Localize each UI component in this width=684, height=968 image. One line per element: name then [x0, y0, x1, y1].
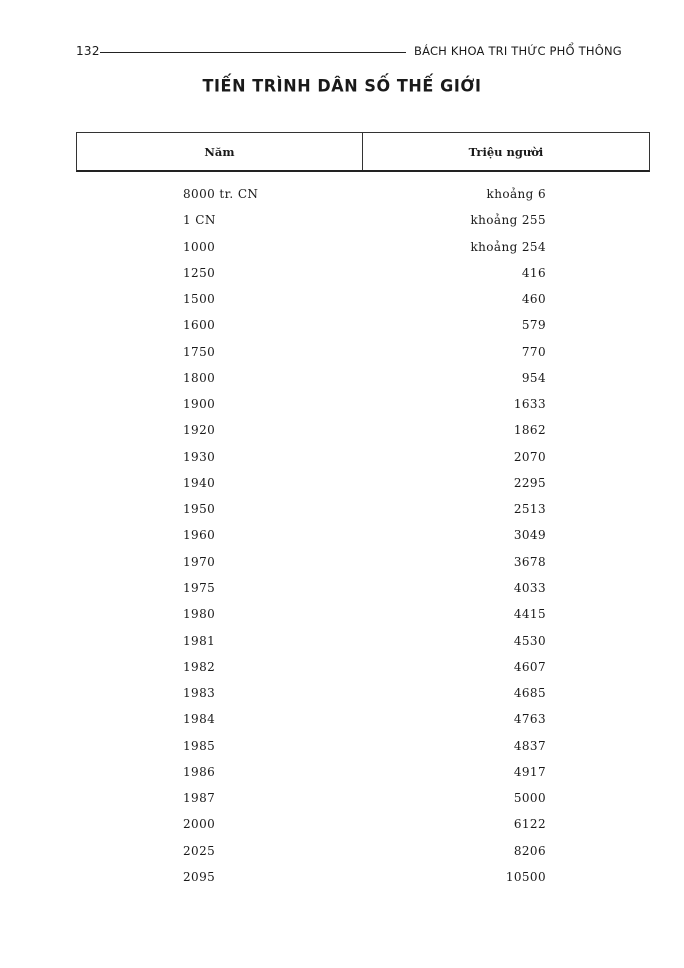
population-cell: 4837	[513, 738, 546, 753]
table-row	[0, 523, 684, 549]
year-cell: 1930	[183, 449, 216, 464]
table-row	[0, 655, 684, 681]
population-cell: 2295	[513, 475, 546, 490]
year-cell: 1250	[183, 265, 216, 280]
table-row	[0, 208, 684, 234]
year-cell: 1940	[183, 475, 216, 490]
running-head: BÁCH KHOA TRI THỨC PHỔ THÔNG	[414, 44, 622, 58]
table-row	[0, 865, 684, 891]
year-cell: 1900	[183, 397, 216, 412]
table-row	[0, 550, 684, 576]
table-row	[0, 287, 684, 313]
year-cell: 1983	[183, 686, 216, 701]
table-row	[0, 707, 684, 733]
table-row	[0, 182, 684, 208]
table-row	[0, 392, 684, 418]
year-cell: 1982	[183, 659, 216, 674]
population-cell: 5000	[513, 791, 546, 806]
table-row	[0, 340, 684, 366]
year-cell: 1986	[183, 764, 216, 779]
table-row	[0, 812, 684, 838]
table-row	[0, 418, 684, 444]
population-cell: 4685	[513, 686, 546, 701]
population-cell: 4530	[513, 633, 546, 648]
population-cell: 6122	[513, 817, 546, 832]
population-cell: 2070	[513, 449, 546, 464]
page-title: TIẾN TRÌNH DÂN SỐ THẾ GIỚI	[202, 75, 482, 96]
year-cell: 1981	[183, 633, 216, 648]
population-cell: 3049	[513, 528, 546, 543]
table-body	[0, 182, 684, 891]
year-cell: 1975	[183, 580, 216, 595]
year-cell: 1600	[183, 318, 216, 333]
year-cell: 1987	[183, 791, 216, 806]
column-header-population: Triệu người	[468, 144, 544, 159]
column-header-year: Năm	[77, 133, 363, 170]
population-cell: 416	[521, 265, 546, 280]
table-row	[0, 786, 684, 812]
year-cell: 1984	[183, 712, 216, 727]
year-cell: 8000 tr. CN	[183, 187, 259, 201]
table-row	[0, 576, 684, 602]
population-cell: 954	[521, 370, 546, 385]
table-row	[0, 445, 684, 471]
table-row	[0, 313, 684, 339]
year-cell: 1950	[183, 502, 216, 517]
population-cell: 4917	[513, 764, 546, 779]
year-cell: 1970	[183, 554, 216, 569]
year-cell: 1500	[183, 292, 216, 307]
population-cell: 2513	[513, 502, 546, 517]
table-row	[0, 261, 684, 287]
table-row	[0, 497, 684, 523]
table-row	[0, 629, 684, 655]
population-cell: khoảng 254	[470, 239, 546, 254]
population-cell: 4763	[513, 712, 546, 727]
population-cell: 3678	[513, 554, 546, 569]
table-row	[0, 235, 684, 261]
population-cell: 4033	[513, 580, 546, 595]
page-number: 132	[76, 44, 100, 58]
population-cell: khoảng 6	[486, 187, 546, 201]
population-cell: 1633	[513, 397, 546, 412]
population-cell: 4607	[513, 659, 546, 674]
year-cell: 2095	[183, 869, 216, 884]
year-cell: 1 CN	[183, 213, 216, 228]
table-row	[0, 760, 684, 786]
year-cell: 1800	[183, 370, 216, 385]
table-row	[0, 366, 684, 392]
year-cell: 1960	[183, 528, 216, 543]
table-row	[0, 471, 684, 497]
header-rule	[100, 52, 406, 53]
table-row	[0, 681, 684, 707]
table-row	[0, 839, 684, 865]
year-cell: 1920	[183, 423, 216, 438]
population-cell: khoảng 255	[470, 213, 546, 228]
population-cell: 579	[521, 318, 546, 333]
population-cell: 1862	[513, 423, 546, 438]
table-header	[76, 132, 650, 172]
population-cell: 8206	[513, 843, 546, 858]
table-row	[0, 602, 684, 628]
year-cell: 1750	[183, 344, 216, 359]
population-cell: 460	[521, 292, 546, 307]
year-cell: 1980	[183, 607, 216, 622]
year-cell: 2025	[183, 843, 216, 858]
year-cell: 1985	[183, 738, 216, 753]
population-cell: 770	[521, 344, 546, 359]
year-cell: 2000	[183, 817, 216, 832]
population-cell: 4415	[513, 607, 546, 622]
table-row	[0, 734, 684, 760]
year-cell: 1000	[183, 239, 216, 254]
population-cell: 10500	[505, 869, 546, 884]
